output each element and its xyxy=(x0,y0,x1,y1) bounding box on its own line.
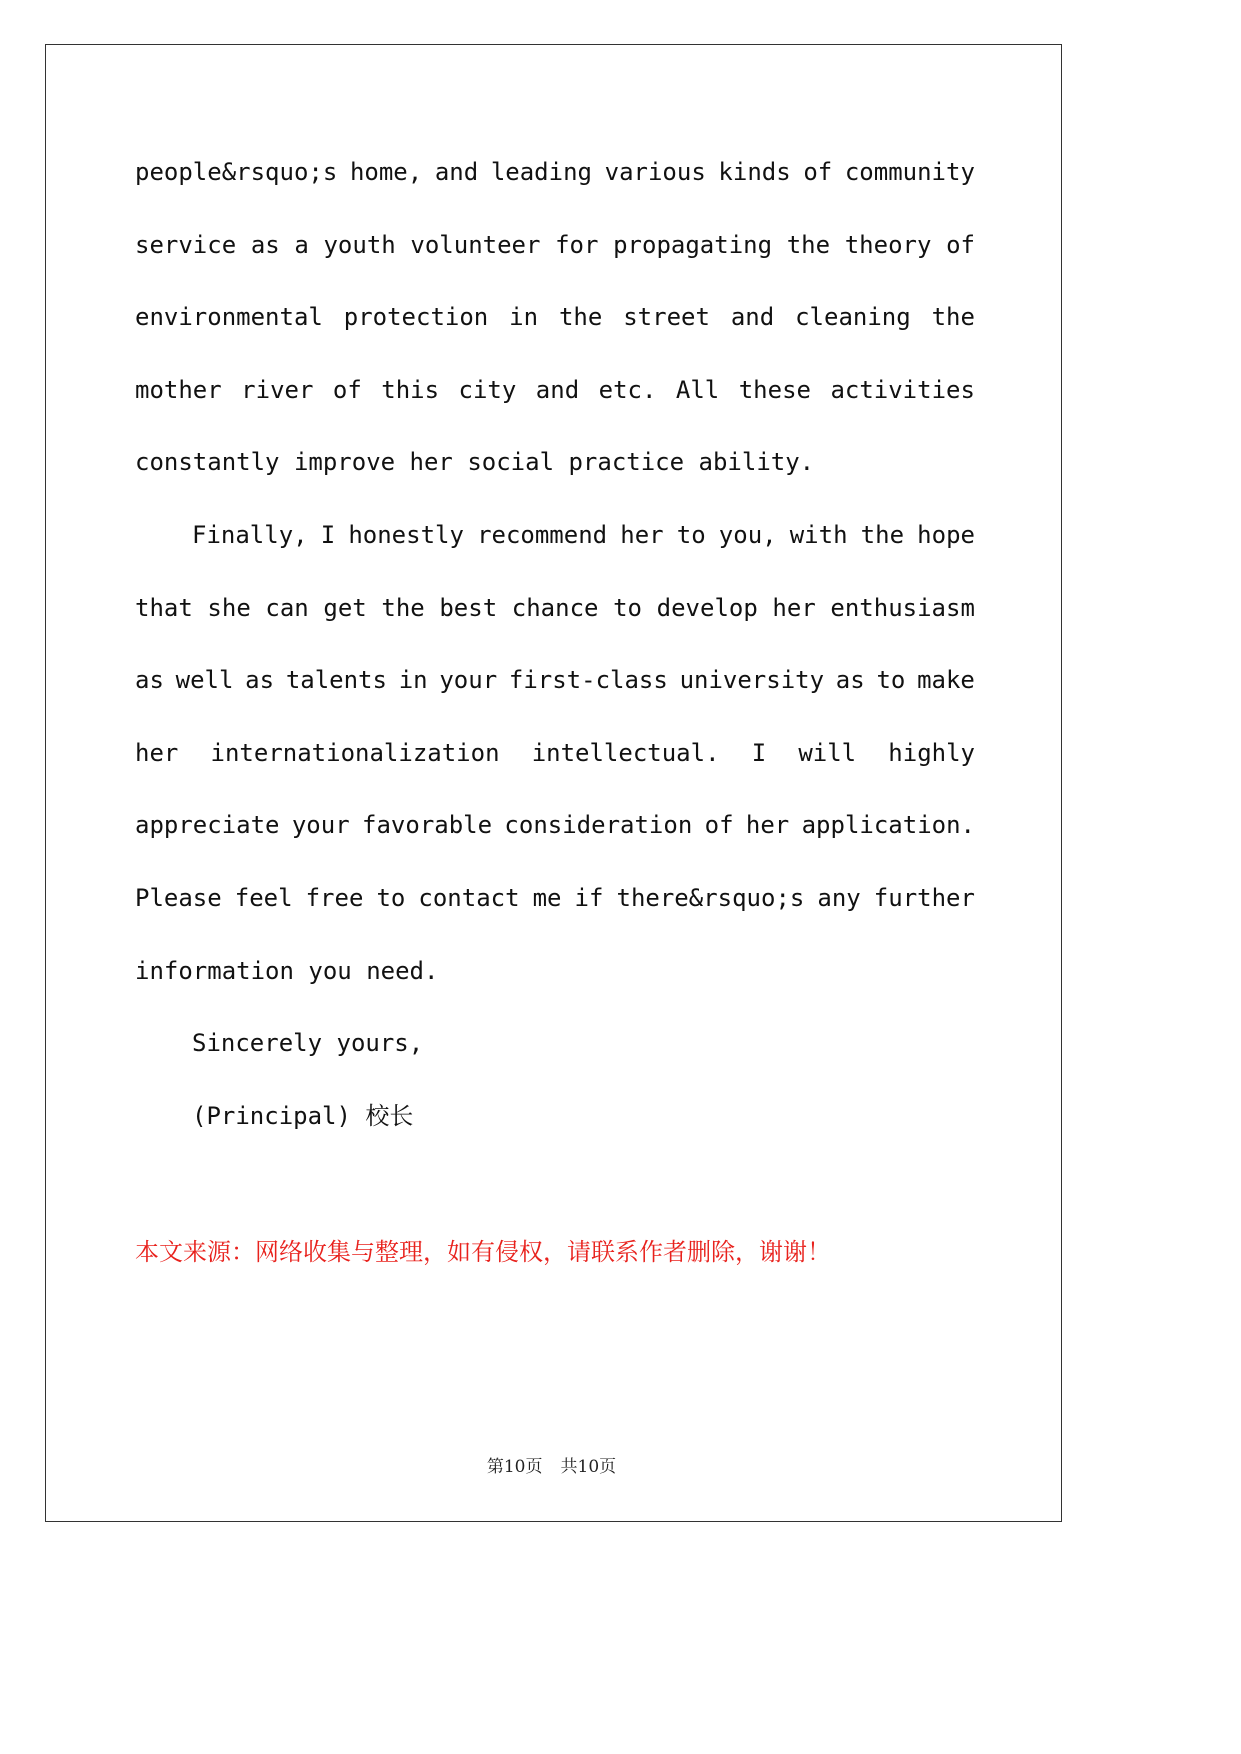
word: this xyxy=(381,375,440,404)
word: activities xyxy=(830,375,975,404)
word: further xyxy=(873,883,975,912)
word: as xyxy=(135,666,164,695)
page-footer xyxy=(0,1452,1103,1477)
source-notice: 本文来源：网络收集与整理，如有侵权，请联系作者删除，谢谢！ xyxy=(135,1238,831,1266)
text-line: information you need. xyxy=(135,956,439,985)
word: your xyxy=(439,666,498,695)
word: street xyxy=(623,303,710,332)
word: get xyxy=(323,593,367,622)
word: her xyxy=(620,520,664,549)
word: honestly xyxy=(348,520,464,549)
word: recommend xyxy=(477,520,608,549)
word: the xyxy=(860,520,905,549)
word: the xyxy=(931,303,975,332)
word: university xyxy=(679,666,825,695)
word: the xyxy=(786,230,831,259)
word: with xyxy=(789,520,848,549)
word: I xyxy=(320,520,336,549)
word: of xyxy=(704,811,734,840)
word: in xyxy=(509,303,539,332)
word: various xyxy=(604,158,706,186)
word: protection xyxy=(343,303,489,332)
word: community xyxy=(844,158,975,186)
word: kinds xyxy=(718,158,791,186)
word: to xyxy=(376,883,406,912)
word: theory xyxy=(844,230,932,259)
signature-line: (Principal) 校长 xyxy=(192,1101,414,1130)
word: river xyxy=(241,375,314,404)
word: environmental xyxy=(135,303,323,332)
word: best xyxy=(439,593,498,622)
word: application. xyxy=(801,811,975,840)
word: if xyxy=(574,883,604,912)
word: I xyxy=(751,738,767,767)
text-line xyxy=(135,862,975,935)
word: you, xyxy=(718,520,777,549)
word: people&rsquo;s xyxy=(135,158,338,186)
word: Please xyxy=(135,883,222,912)
word: in xyxy=(398,666,428,695)
word: she xyxy=(207,593,251,622)
word: leading xyxy=(490,158,592,186)
text-line xyxy=(135,572,975,645)
word: your xyxy=(291,811,350,840)
word: her xyxy=(745,811,790,840)
word: the xyxy=(558,303,603,332)
word: youth xyxy=(323,230,396,259)
word: for xyxy=(555,230,599,259)
word: mother xyxy=(135,375,222,404)
word: All xyxy=(675,375,720,404)
word: to xyxy=(876,666,906,695)
page-number: 第10页 xyxy=(486,1457,543,1477)
text-line xyxy=(135,354,975,427)
word: appreciate xyxy=(135,811,280,840)
word: service xyxy=(135,230,237,259)
word: internationalization xyxy=(210,738,500,767)
word: will xyxy=(798,738,857,767)
text-line xyxy=(135,136,975,209)
word: make xyxy=(917,666,975,695)
text-line xyxy=(135,209,975,282)
word: any xyxy=(817,883,861,912)
word: Finally, xyxy=(192,520,308,549)
word: chance xyxy=(511,593,599,622)
word: cleaning xyxy=(795,303,911,332)
letter-body xyxy=(135,136,975,1152)
word: home, xyxy=(349,158,423,186)
word: intellectual. xyxy=(531,738,720,767)
text-line: constantly improve her social practice ability. xyxy=(135,448,815,477)
word: first-class xyxy=(508,666,668,695)
word: of xyxy=(803,158,833,186)
word: hope xyxy=(917,520,975,549)
page-total: 共10页 xyxy=(560,1457,617,1477)
word: as xyxy=(245,666,275,695)
closing-line: Sincerely yours, xyxy=(192,1029,424,1058)
word: highly xyxy=(888,738,975,767)
word: the xyxy=(381,593,425,622)
word: and xyxy=(535,375,580,404)
word: her xyxy=(135,738,179,767)
word: of xyxy=(946,230,975,259)
text-line xyxy=(135,499,975,572)
word: contact xyxy=(418,883,520,912)
word: feel xyxy=(234,883,293,912)
word: etc. xyxy=(598,375,657,404)
text-line xyxy=(135,281,975,354)
word: that xyxy=(135,593,193,622)
text-line xyxy=(135,644,975,717)
word: free xyxy=(305,883,364,912)
word: of xyxy=(332,375,362,404)
word: city xyxy=(458,375,517,404)
word: to xyxy=(676,520,706,549)
word: and xyxy=(434,158,479,186)
word: these xyxy=(738,375,811,404)
word: well xyxy=(175,666,234,695)
word: propagating xyxy=(613,230,773,259)
word: as xyxy=(835,666,865,695)
word: and xyxy=(730,303,775,332)
word: talents xyxy=(285,666,387,695)
word: me xyxy=(532,883,562,912)
word: a xyxy=(294,230,309,259)
word: consideration xyxy=(504,811,693,840)
word: enthusiasm xyxy=(830,593,975,622)
word: there&rsquo;s xyxy=(616,883,805,912)
word: as xyxy=(250,230,280,259)
word: her xyxy=(772,593,816,622)
text-line xyxy=(135,717,975,790)
word: favorable xyxy=(362,811,493,840)
word: volunteer xyxy=(410,230,541,259)
word: develop xyxy=(656,593,758,622)
word: can xyxy=(265,593,309,622)
word: to xyxy=(613,593,643,622)
text-line xyxy=(135,789,975,862)
